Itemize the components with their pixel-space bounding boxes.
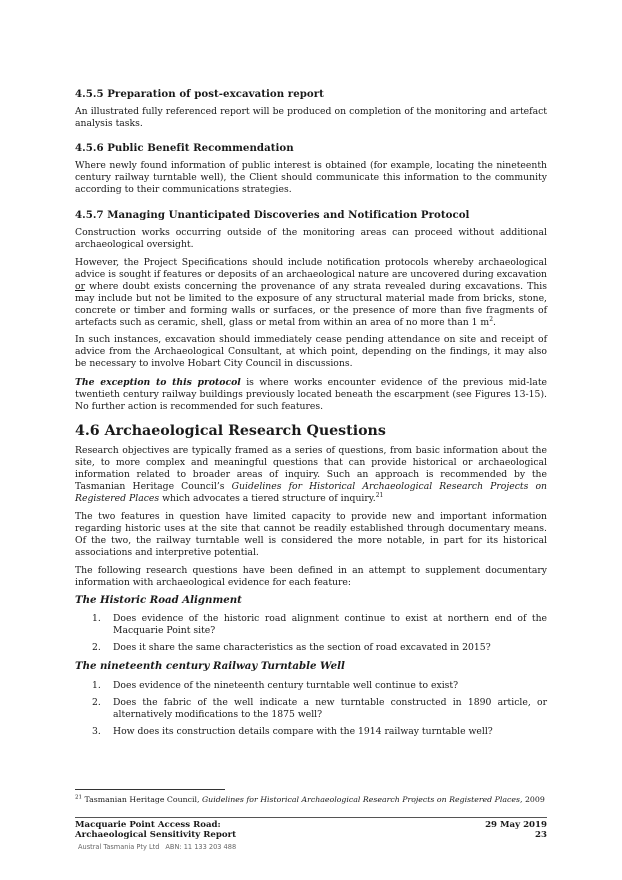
paragraph-construction-works: Construction works occurring outside of the monitoring areas can proceed without additional archaeological oversight. <box>75 227 547 251</box>
paragraph-following-questions: The following research questions have been defined in an attempt to supplement documentary information with archaeological evidence for each feature: <box>75 565 547 589</box>
paragraph-public-benefit: Where newly found information of public interest is obtained (for example, locating the nineteenth century railway turntable well), the Client should communicate this information to the community according to their communications strategies. <box>75 160 547 196</box>
list-number: 2. <box>92 697 101 708</box>
superscript-2: 2 <box>489 316 494 324</box>
subheading-turntable-well: The nineteenth century Railway Turntable Well <box>75 660 345 672</box>
paragraph-post-excavation: An illustrated fully referenced report will be produced on completion of the monitoring and artefact analysis tasks. <box>75 106 547 130</box>
footer-date: 29 May 2019 <box>485 820 547 830</box>
text-run: Tasmanian Heritage Council, <box>82 795 202 804</box>
heading-4-5-7: 4.5.7 Managing Unanticipated Discoveries and Notification Protocol <box>75 209 470 221</box>
text-run: However, the Project Specifications should include notification protocols whereby archaeological advice is sought if features or deposits of an archaeological nature are uncovered during excavation <box>75 257 547 281</box>
company-abn: ABN: 11 133 203 488 <box>165 843 237 851</box>
heading-4-6: 4.6 Archaeological Research Questions <box>75 423 386 439</box>
heading-4-5-5: 4.5.5 Preparation of post-excavation report <box>75 88 324 100</box>
paragraph-research-objectives <box>75 445 547 505</box>
paragraph-two-features: The two features in question have limited capacity to provide new and important information regarding historic uses at the site that cannot be readily established through documentary means. Of the two, the railway turntable well is considered the more notable, in part for its historical associations and interpretive potential. <box>75 511 547 559</box>
list-text: Does evidence of the nineteenth century turntable well continue to exist? <box>113 680 459 691</box>
list-text: Does evidence of the historic road alignment continue to exist at northern end of the Macquarie Point site? <box>113 613 547 637</box>
list-number: 1. <box>92 680 101 691</box>
text-run: . <box>493 317 496 329</box>
company-line <box>78 843 236 851</box>
text-run: which advocates a tiered structure of inquiry. <box>159 493 376 505</box>
exception-emphasis: The exception to this protocol <box>75 377 241 388</box>
underlined-or: or <box>75 281 85 293</box>
text-run: Research objectives are typically framed as a series of questions, from basic information about the site, to more complex and meaningful questions that can provide historical or archaeological information related to broader areas of inquiry. Such an approach is recommended by the Tasmanian Heritage Council’s <box>75 445 547 493</box>
company-name: Austral Tasmania Pty Ltd <box>78 843 160 851</box>
paragraph-notification-protocols <box>75 257 547 330</box>
text-run: is where works encounter evidence of the previous mid-late twentieth century railway buildings previously located beneath the escarpment (see Figures 13-15). No further action is recommended for such features. <box>75 377 548 413</box>
footer-title-line1: Macquarie Point Access Road: <box>75 820 221 830</box>
footer-divider <box>75 817 547 818</box>
list-number: 3. <box>92 726 101 737</box>
text-run: , 2009 <box>520 795 545 804</box>
footer-title-line2: Archaeological Sensitivity Report <box>75 830 237 841</box>
footnote-title: Guidelines for Historical Archaeological Research Projects on Registered Places <box>201 795 520 804</box>
list-number: 2. <box>92 642 101 653</box>
footnote-21 <box>75 795 555 805</box>
heading-4-5-6: 4.5.6 Public Benefit Recommendation <box>75 142 294 154</box>
footer-meta <box>485 820 547 840</box>
paragraph-exception <box>75 377 547 413</box>
list-number: 1. <box>92 613 101 624</box>
list-text: Does it share the same characteristics as the section of road excavated in 2015? <box>113 642 491 653</box>
list-text: How does its construction details compare with the 1914 railway turntable well? <box>113 726 493 737</box>
footnote-divider <box>75 789 225 790</box>
page-number: 23 <box>535 830 547 841</box>
footer-report-title <box>75 820 236 840</box>
subheading-road-alignment: The Historic Road Alignment <box>75 594 242 606</box>
list-text: Does the fabric of the well indicate a new turntable constructed in 1890 article, or alternatively modifications to the 1875 well? <box>113 697 547 721</box>
paragraph-such-instances: In such instances, excavation should immediately cease pending attendance on site and receipt of advice from the Archaeological Consultant, at which point, depending on the findings, it may also be necessary to involve Hobart City Council in discussions. <box>75 334 547 370</box>
text-run: where doubt exists concerning the provenance of any strata revealed during excavations. This may include but not be limited to the exposure of any structural material made from bricks, stone, concrete or timber and forming walls or surfaces, or the presence of more than five fragments of artefacts such as ceramic, shell, glass or metal from within an area of no more than 1 m <box>75 281 547 329</box>
footnote-ref-21[interactable]: 21 <box>375 492 384 500</box>
footnote-number: 21 <box>75 794 82 801</box>
guidelines-title: Guidelines for Historical Archaeological Research Projects on Registered Places <box>75 481 548 505</box>
